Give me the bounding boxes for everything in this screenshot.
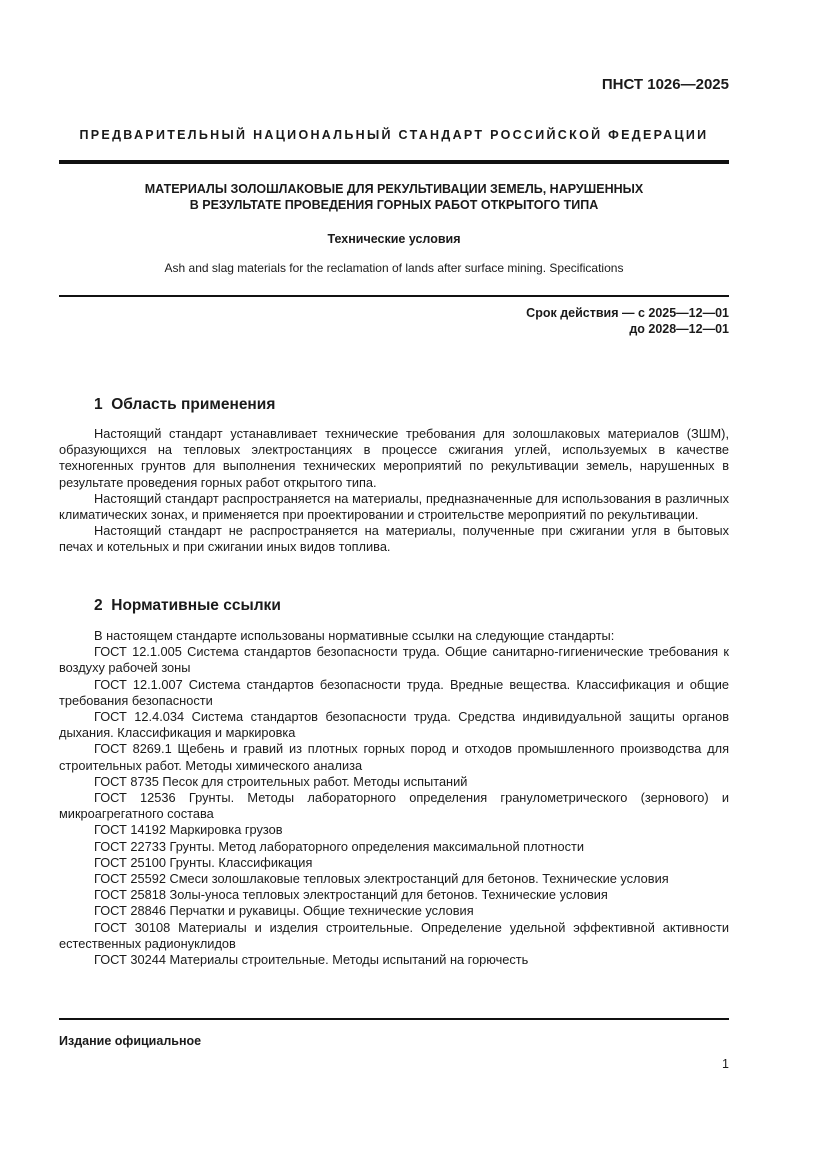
document-title xyxy=(59,181,729,213)
section-2-title: Нормативные ссылки xyxy=(111,597,281,614)
reference-item: ГОСТ 25818 Золы-уноса тепловых электростанций для бетонов. Технические условия xyxy=(94,887,608,903)
reference-item: ГОСТ 8269.1 Щебень и гравий из плотных горных пород и отходов промышленного производства для строительных работ. Методы химического анализа xyxy=(59,741,729,773)
standard-type-heading: ПРЕДВАРИТЕЛЬНЫЙ НАЦИОНАЛЬНЫЙ СТАНДАРТ РОССИЙСКОЙ ФЕДЕРАЦИИ xyxy=(79,128,709,142)
footer-divider xyxy=(59,1018,729,1020)
reference-item: ГОСТ 30108 Материалы и изделия строительные. Определение удельной эффективной активности естественных радионуклидов xyxy=(59,919,729,951)
validity-period xyxy=(526,305,729,337)
reference-item: ГОСТ 28846 Перчатки и рукавицы. Общие технические условия xyxy=(94,903,474,919)
document-number: ПНСТ 1026—2025 xyxy=(601,76,729,93)
section-1-title: Область применения xyxy=(111,396,276,413)
validity-start: Срок действия — с 2025—12—01 xyxy=(526,306,729,320)
title-line-1: МАТЕРИАЛЫ ЗОЛОШЛАКОВЫЕ ДЛЯ РЕКУЛЬТИВАЦИИ ЗЕМЕЛЬ, НАРУШЕННЫХ xyxy=(144,182,644,196)
section-1-body xyxy=(59,426,729,556)
reference-item: ГОСТ 14192 Маркировка грузов xyxy=(94,822,283,838)
section-1-number: 1 xyxy=(94,396,103,413)
section-2-heading xyxy=(94,597,281,615)
paragraph: Настоящий стандарт распространяется на материалы, предназначенные для использования в различных климатических зонах, и применяется при проектировании и строительстве мероприятий по рекультивации. xyxy=(59,490,729,523)
reference-item: ГОСТ 22733 Грунты. Метод лабораторного определения максимальной плотности xyxy=(94,838,584,854)
edition-label: Издание официальное xyxy=(59,1034,202,1048)
reference-item: ГОСТ 8735 Песок для строительных работ. Методы испытаний xyxy=(94,773,468,789)
validity-end: до 2028—12—01 xyxy=(629,322,729,336)
document-subtitle: Технические условия xyxy=(327,232,461,246)
english-title: Ash and slag materials for the reclamation of lands after surface mining. Specifications xyxy=(164,261,624,275)
reference-item: ГОСТ 25100 Грунты. Классификация xyxy=(94,854,313,870)
title-divider xyxy=(59,295,729,297)
reference-item: ГОСТ 12.4.034 Система стандартов безопасности труда. Средства индивидуальной защиты органов дыхания. Классификация и маркировка xyxy=(59,709,729,741)
references-intro: В настоящем стандарте использованы нормативные ссылки на следующие стандарты: xyxy=(94,628,615,643)
reference-item: ГОСТ 30244 Материалы строительные. Методы испытаний на горючесть xyxy=(94,952,529,968)
page-number: 1 xyxy=(722,1057,729,1071)
section-2-number: 2 xyxy=(94,597,103,614)
header-divider xyxy=(59,160,729,164)
section-1-heading xyxy=(94,396,275,414)
paragraph: Настоящий стандарт не распространяется на материалы, полученные при сжигании угля в бытовых печах и котельных и при сжигании иных видов топлива. xyxy=(59,523,729,555)
section-2-body xyxy=(59,628,729,968)
title-line-2: В РЕЗУЛЬТАТЕ ПРОВЕДЕНИЯ ГОРНЫХ РАБОТ ОТКРЫТОГО ТИПА xyxy=(189,198,599,212)
reference-item: ГОСТ 12536 Грунты. Методы лабораторного определения гранулометрического (зернового) и микроагрегатного состава xyxy=(59,790,729,822)
reference-item: ГОСТ 12.1.005 Система стандартов безопасности труда. Общие санитарно-гигиенические требования к воздуху рабочей зоны xyxy=(59,644,729,676)
reference-item: ГОСТ 25592 Смеси золошлаковые тепловых электростанций для бетонов. Технические условия xyxy=(94,871,669,887)
paragraph: Настоящий стандарт устанавливает технические требования для золошлаковых материалов (ЗШМ), образующихся на тепловых электростанциях в процессе сжигания углей, используемых в качестве техногенных грунтов для выполнения технических мероприятий по рекультивации земель, нарушенных в результате проведения горных работ открытого типа. xyxy=(59,426,729,490)
reference-item: ГОСТ 12.1.007 Система стандартов безопасности труда. Вредные вещества. Классификация и общие требования безопасности xyxy=(59,676,729,708)
